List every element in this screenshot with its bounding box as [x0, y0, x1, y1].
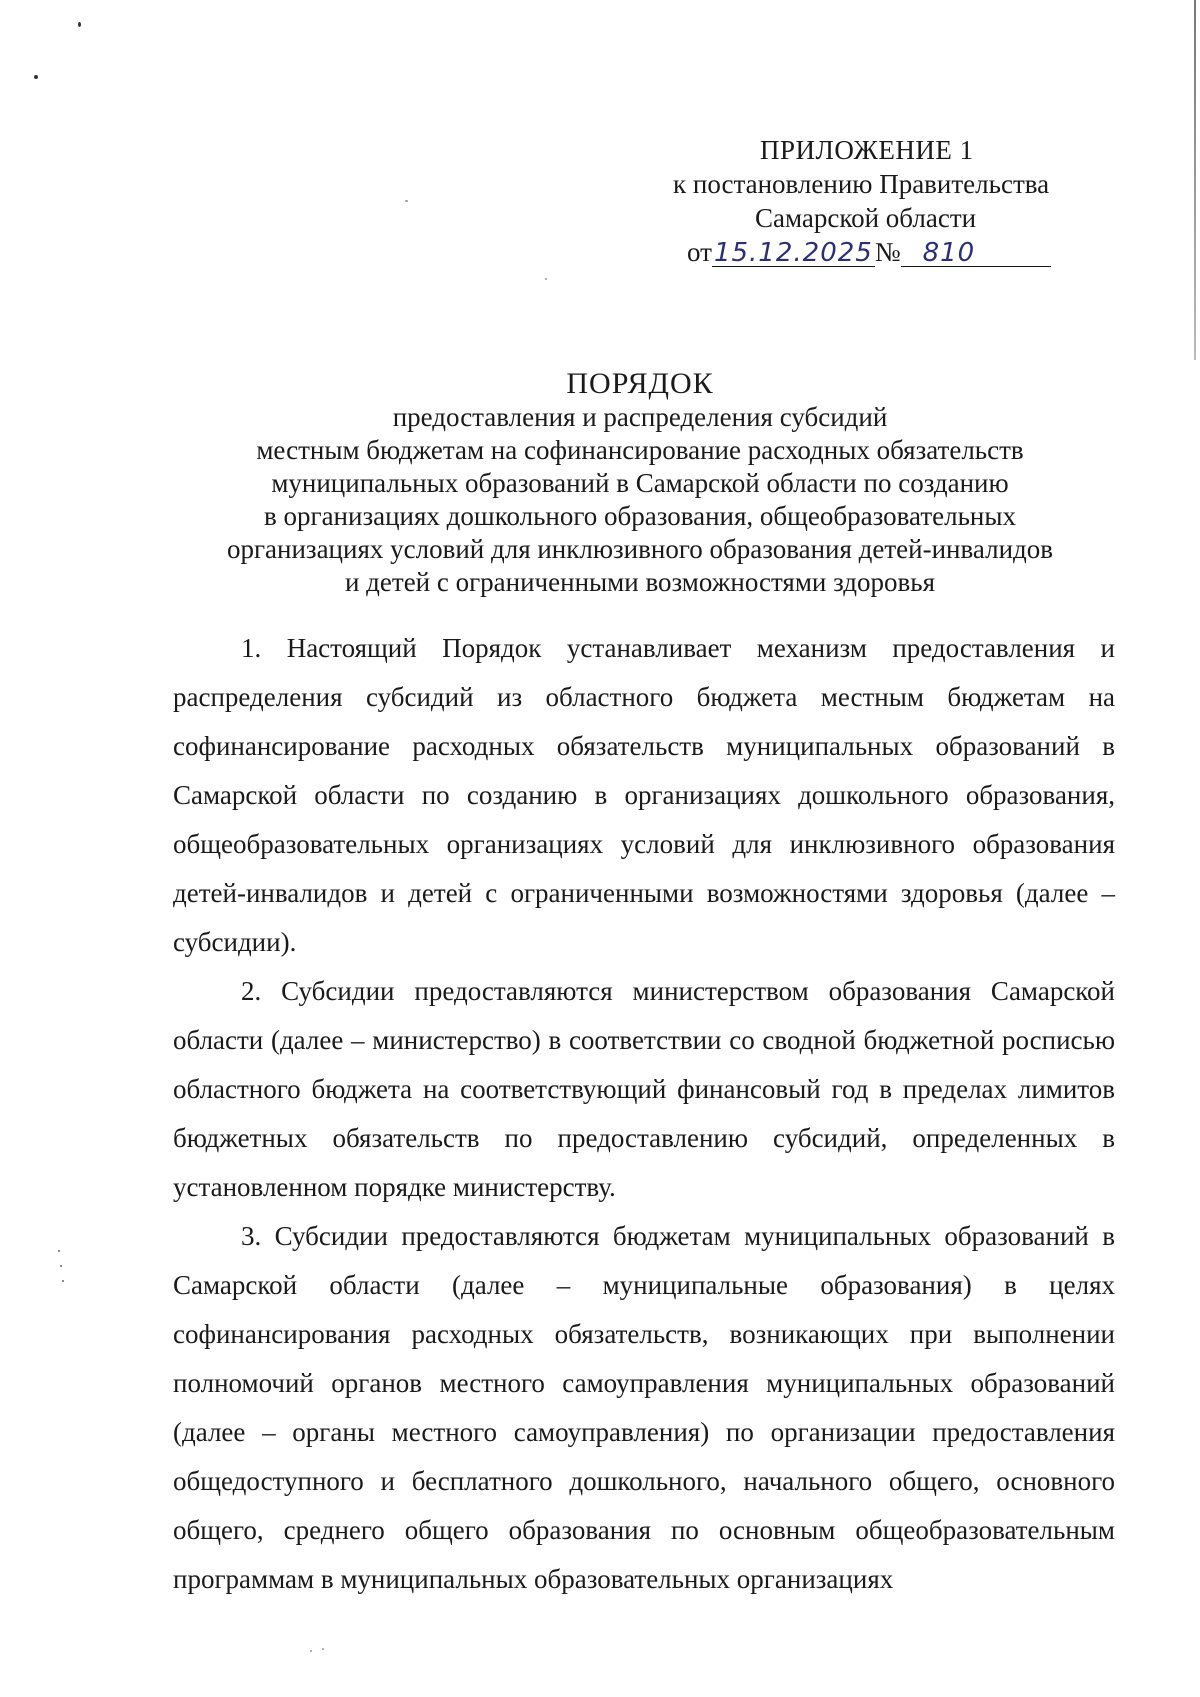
order-subtitle-line: в организациях дошкольного образования, общеобразовательных — [264, 501, 1016, 531]
scan-speck — [405, 200, 408, 202]
order-title: ПОРЯДОК — [566, 367, 714, 400]
scan-speck — [60, 1265, 62, 1267]
scan-speck — [58, 1250, 60, 1252]
handwritten-date: 15.12.2025 — [713, 238, 873, 268]
paragraph-3: 3. Субсидии предоставляются бюджетам муниципальных образований в Самарской области (далее – муниципальные образования) в целях софинансирования расходных обязательств, возникающих при выполнении полномочий органов местного самоуправления муниципальных образований (далее – органы местного самоуправления) по организации предоставления общедоступного и бесплатного дошкольного, начального общего, основного общего, среднего общего образования по основным общеобразовательным программам в муниципальных образовательных организациях — [173, 1221, 1115, 1594]
scan-speck — [78, 22, 81, 27]
order-subtitle-line: и детей с ограниченными возможностями здоровья — [344, 567, 936, 597]
date-field — [712, 239, 875, 267]
date-prefix: от — [687, 237, 712, 267]
appendix-resolution-line: к постановлению Правительства — [673, 169, 1050, 199]
order-subtitle-line: местным бюджетам на софинансирование расходных обязательств — [256, 435, 1024, 465]
paragraph-2: 2. Субсидии предоставляются министерством образования Самарской области (далее – министерство) в соответствии со сводной бюджетной росписью областного бюджета на соответствующий финансовый год в пределах лимитов бюджетных обязательств по предоставлению субсидий, определенных в установленном порядке министерству. — [173, 976, 1115, 1202]
appendix-block — [660, 133, 1100, 269]
scan-speck — [545, 278, 547, 280]
appendix-region-line: Самарской области — [755, 203, 977, 233]
order-subtitle-line: муниципальных образований в Самарской области по созданию — [271, 468, 1009, 498]
handwritten-number: 810 — [922, 238, 976, 268]
number-sign: № — [874, 237, 901, 267]
order-subtitle-line: предоставления и распределения субсидий — [392, 402, 888, 432]
appendix-title: ПРИЛОЖЕНИЕ 1 — [760, 135, 974, 165]
document-body — [173, 624, 1115, 1604]
scan-speck — [310, 1650, 312, 1652]
order-heading — [170, 367, 1110, 599]
scan-speck — [62, 1280, 64, 1282]
scan-edge-line — [1194, 0, 1196, 360]
paragraph-1: 1. Настоящий Порядок устанавливает механизм предоставления и распределения субсидий из областного бюджета местным бюджетам на софинансирование расходных обязательств муниципальных образований в Самарской области по созданию в организациях дошкольного образования, общеобразовательных организациях условий для инклюзивного образования детей-инвалидов и детей с ограниченными возможностями здоровья (далее – субсидии). — [173, 633, 1115, 957]
order-subtitle-line: организациях условий для инклюзивного образования детей-инвалидов — [226, 534, 1054, 564]
number-field — [901, 239, 1051, 267]
appendix-date-line — [687, 235, 1100, 269]
scan-speck — [34, 75, 38, 79]
scan-speck — [322, 1648, 324, 1650]
